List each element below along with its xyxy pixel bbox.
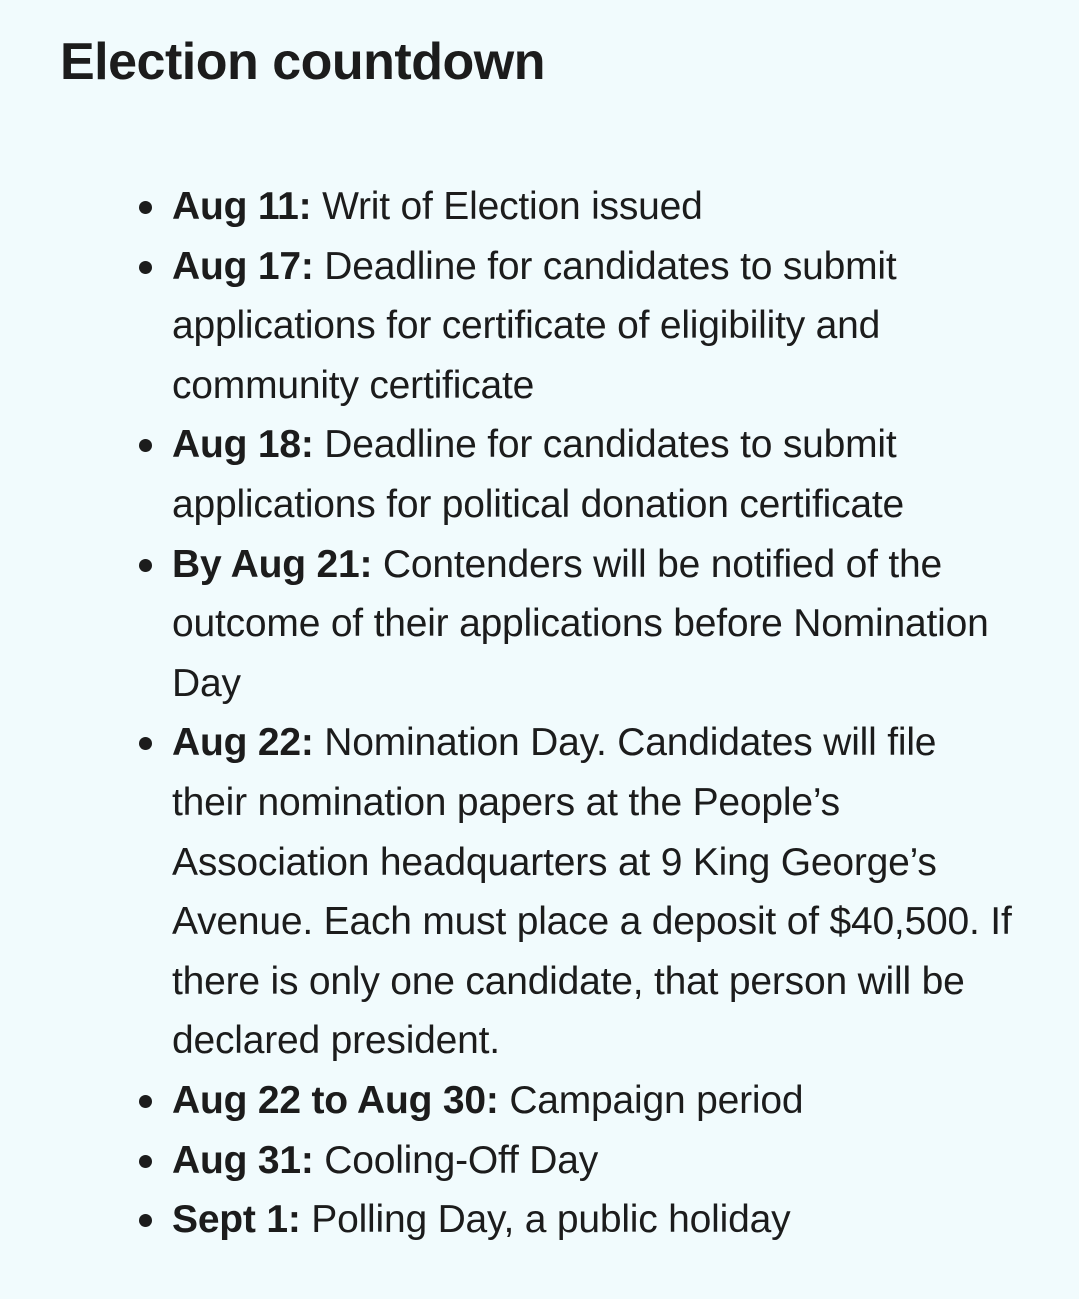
event-description: Deadline for candidates to submit applications for political donation certificate bbox=[172, 423, 905, 526]
event-date: Aug 17: bbox=[172, 244, 314, 288]
event-date: Aug 22 to Aug 30: bbox=[172, 1078, 499, 1122]
bullet-icon bbox=[139, 737, 152, 750]
timeline-item bbox=[60, 535, 1019, 714]
event-description: Writ of Election issued bbox=[322, 185, 703, 228]
bullet-icon bbox=[139, 261, 152, 274]
election-timeline-list bbox=[60, 177, 1019, 1250]
bullet-icon bbox=[139, 201, 152, 214]
event-description: Contenders will be notified of the outcome of their applications before Nomination Day bbox=[172, 542, 989, 705]
event-date: By Aug 21: bbox=[172, 542, 373, 586]
event-date: Sept 1: bbox=[172, 1198, 301, 1242]
timeline-item bbox=[60, 713, 1019, 1071]
event-description: Polling Day, a public holiday bbox=[311, 1198, 791, 1242]
event-date: Aug 11: bbox=[172, 185, 312, 228]
bullet-icon bbox=[139, 1155, 152, 1168]
event-date: Aug 22: bbox=[172, 721, 314, 765]
event-date: Aug 31: bbox=[172, 1138, 314, 1182]
bullet-icon bbox=[139, 559, 152, 572]
bullet-icon bbox=[139, 439, 152, 452]
event-description: Nomination Day. Candidates will file their nomination papers at the People’s Association headquarters at 9 King George’s Avenue. Each must place a deposit of $40,500. If there is only one candidate, that person will be declared president. bbox=[172, 721, 1012, 1063]
event-date: Aug 18: bbox=[172, 423, 314, 467]
timeline-item bbox=[60, 1190, 1019, 1250]
timeline-item bbox=[60, 415, 1019, 534]
event-description: Cooling-Off Day bbox=[324, 1138, 598, 1182]
timeline-item bbox=[60, 1131, 1019, 1191]
timeline-item bbox=[60, 177, 1019, 237]
section-title: Election countdown bbox=[60, 33, 545, 91]
bullet-icon bbox=[139, 1095, 152, 1108]
bullet-icon bbox=[139, 1214, 152, 1227]
event-description: Campaign period bbox=[509, 1078, 804, 1122]
timeline-item bbox=[60, 237, 1019, 416]
event-description: Deadline for candidates to submit applications for certificate of eligibility and community certificate bbox=[172, 244, 897, 407]
timeline-item bbox=[60, 1071, 1019, 1131]
